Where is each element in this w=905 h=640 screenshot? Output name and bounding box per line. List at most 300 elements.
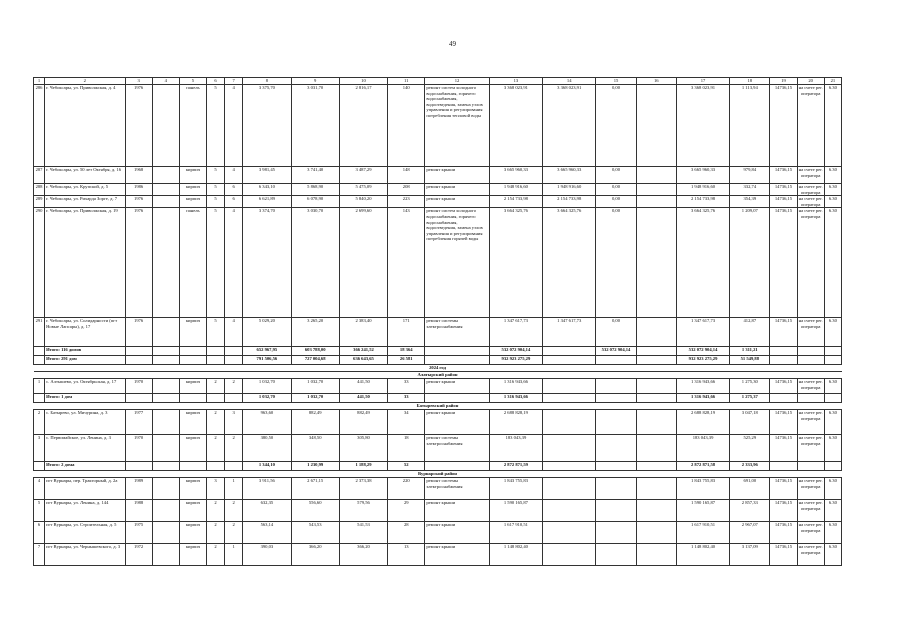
table-cell xyxy=(152,85,179,167)
table-cell: 963,60 xyxy=(243,410,291,435)
table-cell: 6.30 xyxy=(824,522,841,544)
table-cell: 2 872 871,59 xyxy=(489,462,542,471)
table-cell: 18 xyxy=(388,435,425,462)
table-cell xyxy=(543,347,596,356)
section-heading: Вурнарский район xyxy=(34,471,842,478)
section-heading: Батыревский район xyxy=(34,403,842,410)
table-cell: 305,80 xyxy=(339,435,387,462)
table-cell xyxy=(636,318,676,347)
table-row xyxy=(34,184,842,196)
table-cell: 5 xyxy=(207,196,225,208)
table-cell: 652 967,95 xyxy=(243,347,291,356)
table-cell: 3 047,18 xyxy=(730,410,770,435)
table-cell xyxy=(225,347,243,356)
table-row xyxy=(34,208,842,318)
table-cell xyxy=(125,462,152,471)
table-cell: 5 475,09 xyxy=(339,184,387,196)
table-cell: 366,20 xyxy=(291,544,339,566)
column-number-cell: 4 xyxy=(152,78,179,85)
table-cell xyxy=(596,410,636,435)
table-cell xyxy=(770,347,797,356)
table-cell: 5 xyxy=(207,208,225,318)
table-row xyxy=(34,435,842,462)
table-cell: 441,50 xyxy=(339,394,387,403)
table-cell xyxy=(152,522,179,544)
table-cell: 6 xyxy=(225,196,243,208)
table-cell: ремонт крыши xyxy=(425,379,489,394)
table-cell xyxy=(596,478,636,500)
column-number-cell: 15 xyxy=(596,78,636,85)
table-cell: 3 911,56 xyxy=(243,478,291,500)
table-cell xyxy=(152,167,179,184)
table-cell: 3 981,45 xyxy=(243,167,291,184)
table-cell xyxy=(824,462,841,471)
table-cell: ремонт крыши xyxy=(425,167,489,184)
table-cell: 5 xyxy=(207,167,225,184)
table-cell: кирпич xyxy=(179,522,206,544)
table-cell xyxy=(543,478,596,500)
table-cell: г. Чебоксары, ул. Солидарности (пгт Новые Лапсары), д. 17 xyxy=(45,318,125,347)
table-cell: 289 xyxy=(34,196,45,208)
table-cell xyxy=(596,379,636,394)
table-cell xyxy=(636,478,676,500)
column-number-cell: 1 xyxy=(34,78,45,85)
table-cell xyxy=(543,410,596,435)
table-cell: 3 xyxy=(207,478,225,500)
table-cell: кирпич xyxy=(179,478,206,500)
table-cell: 366 241,52 xyxy=(339,347,387,356)
table-cell: 1 xyxy=(225,478,243,500)
table-cell: 6.30 xyxy=(824,478,841,500)
table-cell: 632,35 xyxy=(243,500,291,522)
table-cell xyxy=(125,356,152,365)
table-cell xyxy=(152,196,179,208)
table-cell: 1975 xyxy=(125,522,152,544)
table-cell: 286 xyxy=(34,85,45,167)
table-cell: пгт Вурнары, ул. Строительная, д. 5 xyxy=(45,522,125,544)
table-cell: 3 xyxy=(34,435,45,462)
table-cell: 0,00 xyxy=(596,196,636,208)
table-cell: пгт Вурнары, ул. Ленина, д. 144 xyxy=(45,500,125,522)
table-cell: 2 872 871,58 xyxy=(676,462,729,471)
table-cell: 5 xyxy=(34,500,45,522)
table-cell: Итого: 291 дом xyxy=(45,356,125,365)
table-cell: 380,50 xyxy=(243,435,291,462)
table-cell xyxy=(636,435,676,462)
table-cell: 2 xyxy=(207,379,225,394)
table-cell: 3 368 023,91 xyxy=(489,85,542,167)
table-cell: кирпич xyxy=(179,500,206,522)
table-cell: 6 xyxy=(225,184,243,196)
table-cell: 1988 xyxy=(125,500,152,522)
table-cell: 2 xyxy=(207,435,225,462)
table-cell xyxy=(152,356,179,365)
table-cell: 4 xyxy=(34,478,45,500)
table-cell: 2 xyxy=(225,435,243,462)
table-cell: на счете рег. оператора xyxy=(797,379,824,394)
table-cell: 291 xyxy=(34,318,45,347)
table-cell xyxy=(636,208,676,318)
table-cell: 3 665 960,33 xyxy=(676,167,729,184)
table-cell: 14736,15 xyxy=(770,379,797,394)
table-cell: 29 xyxy=(388,500,425,522)
table-cell: 6.30 xyxy=(824,410,841,435)
table-cell: 1 275,37 xyxy=(730,394,770,403)
table-cell: на счете рег. оператора xyxy=(798,184,823,195)
table-cell xyxy=(824,347,841,356)
table-cell: 140 xyxy=(388,85,425,167)
table-cell: 332,74 xyxy=(730,184,770,196)
table-cell: 2 xyxy=(207,410,225,435)
table-cell: 33 xyxy=(388,379,425,394)
table-cell: 26 581 xyxy=(388,356,425,365)
table-cell xyxy=(770,394,797,403)
table-cell: 532 072 904,14 xyxy=(489,347,542,356)
table-cell xyxy=(636,500,676,522)
table-cell: 3 030,70 xyxy=(291,208,339,318)
table-cell xyxy=(152,184,179,196)
table-cell xyxy=(824,356,841,365)
table-cell xyxy=(636,410,676,435)
table-cell: ремонт систем холодного водоснабжения, горячего водоснабжения, водоотведения, замена узлов управления и регулирования потребления горячей воды xyxy=(425,208,489,318)
page-number: 49 xyxy=(449,40,456,48)
table-cell: 541,53 xyxy=(339,522,387,544)
table-cell xyxy=(543,435,596,462)
table-cell: 2 383,40 xyxy=(339,318,387,347)
table-cell: 288 xyxy=(34,184,45,196)
table-cell: 556,60 xyxy=(291,500,339,522)
column-number-cell: 12 xyxy=(425,78,489,85)
table-cell: 6.30 xyxy=(824,500,841,522)
table-cell xyxy=(596,462,636,471)
table-cell: 2 xyxy=(225,379,243,394)
table-cell: 1 275,30 xyxy=(730,379,770,394)
table-cell: 28 xyxy=(388,522,425,544)
table-cell: ремонт крыши xyxy=(425,500,489,522)
table-cell: кирпич xyxy=(179,379,206,394)
table-cell: 14736,15 xyxy=(770,500,797,522)
total-row xyxy=(34,394,842,403)
table-cell xyxy=(770,462,797,471)
table-cell: 3 374,70 xyxy=(243,208,291,318)
table-cell: 3 665 960,33 xyxy=(489,167,542,184)
table-cell: 14736,15 xyxy=(770,410,797,435)
table-cell: 1 230,99 xyxy=(291,462,339,471)
table-cell: 0,00 xyxy=(596,167,636,184)
table-cell: 2 967,07 xyxy=(730,522,770,544)
table-cell xyxy=(152,500,179,522)
table-cell xyxy=(425,462,489,471)
table-cell xyxy=(207,394,225,403)
column-number-cell: 17 xyxy=(676,78,729,85)
column-number-cell: 14 xyxy=(543,78,596,85)
table-cell xyxy=(179,356,206,365)
table-cell: 3 665 960,33 xyxy=(543,167,596,184)
table-cell: 1 316 943,66 xyxy=(676,394,729,403)
table-cell: ремонт системы электроснабжения xyxy=(425,435,489,462)
table-cell: 1 032,70 xyxy=(243,379,291,394)
table-cell: 6.30 xyxy=(824,196,841,208)
table-cell xyxy=(152,462,179,471)
table-cell: г. Чебоксары, ул. Приволжская, д. 4 xyxy=(45,85,125,167)
table-cell: 6 078,90 xyxy=(291,196,339,208)
table-cell: 52 xyxy=(388,462,425,471)
table-cell: ремонт крыши xyxy=(425,410,489,435)
table-cell: 1977 xyxy=(125,410,152,435)
table-cell xyxy=(152,318,179,347)
table-cell: Итого: 1 дом xyxy=(45,394,125,403)
table-cell: 0,00 xyxy=(596,85,636,167)
table-cell: 3 664 325,76 xyxy=(543,208,596,318)
table-cell xyxy=(636,522,676,544)
table-cell: 143 xyxy=(388,208,425,318)
total-row xyxy=(34,356,842,365)
table-cell: 3 368 023,91 xyxy=(543,85,596,167)
table-cell: 1976 xyxy=(125,208,152,318)
table-cell xyxy=(425,356,489,365)
table-cell xyxy=(34,356,45,365)
column-number-cell: 8 xyxy=(243,78,291,85)
table-cell: 6.30 xyxy=(824,167,841,184)
table-cell: на счете рег. оператора xyxy=(797,478,824,500)
table-cell: 2 333,96 xyxy=(730,462,770,471)
table-cell: 3 xyxy=(225,410,243,435)
table-cell: 1 316 943,66 xyxy=(489,394,542,403)
table-cell xyxy=(543,379,596,394)
table-cell: 3 375,70 xyxy=(243,85,291,167)
table-cell: 4 xyxy=(225,318,243,347)
table-cell: 220 xyxy=(388,478,425,500)
table-cell: пгт Вурнары, пер. Тракторный, д. 2а xyxy=(45,478,125,500)
table-cell: 14736,15 xyxy=(770,184,797,196)
table-cell: 6 621,89 xyxy=(243,196,291,208)
column-number-cell: 20 xyxy=(797,78,824,85)
table-cell: 1 617 910,51 xyxy=(489,522,542,544)
table-cell: 2 xyxy=(225,500,243,522)
table-cell xyxy=(152,394,179,403)
table-cell: 3 664 325,76 xyxy=(489,208,542,318)
table-cell: на счете рег. оператора xyxy=(797,318,824,347)
table-cell xyxy=(636,379,676,394)
table-cell: кирпич xyxy=(179,544,206,566)
table-cell xyxy=(636,167,676,184)
table-cell xyxy=(636,356,676,365)
table-cell xyxy=(596,435,636,462)
column-number-cell: 7 xyxy=(225,78,243,85)
table-cell: 34 xyxy=(388,410,425,435)
table-cell xyxy=(152,208,179,318)
table-cell: 14736,15 xyxy=(770,544,797,566)
table-cell xyxy=(596,522,636,544)
table-cell: 1 188,29 xyxy=(339,462,387,471)
table-cell: 2 671,15 xyxy=(291,478,339,500)
table-cell: 1 344,10 xyxy=(243,462,291,471)
table-cell: 1 032,70 xyxy=(291,394,339,403)
table-cell: 3 137,09 xyxy=(730,544,770,566)
table-cell: 1986 xyxy=(125,184,152,196)
table-cell: 1972 xyxy=(125,544,152,566)
table-cell xyxy=(179,394,206,403)
table-cell: 0,00 xyxy=(596,208,636,318)
table-cell: 1 590 165,87 xyxy=(676,500,729,522)
table-cell xyxy=(207,356,225,365)
table-cell: 14736,15 xyxy=(770,435,797,462)
table-cell xyxy=(636,347,676,356)
table-cell: 14736,15 xyxy=(770,85,797,167)
table-cell xyxy=(797,462,824,471)
table-cell: 2 688 828,19 xyxy=(676,410,729,435)
table-cell: 6 xyxy=(34,522,45,544)
table-cell xyxy=(543,522,596,544)
table-cell: 2 816,17 xyxy=(339,85,387,167)
table-cell: 2 857,33 xyxy=(730,500,770,522)
table-cell: 1976 xyxy=(125,196,152,208)
table-cell: 1 948 916,60 xyxy=(676,184,729,196)
table-cell: 1 347 617,73 xyxy=(543,318,596,347)
table-cell: 5 868,90 xyxy=(291,184,339,196)
column-number-header-row xyxy=(34,78,842,85)
table-cell: 1 617 910,51 xyxy=(676,522,729,544)
table-row xyxy=(34,522,842,544)
table-cell: с. Батырево, ул. Мичурина, д. 3 xyxy=(45,410,125,435)
table-cell: 691,00 xyxy=(730,478,770,500)
table-cell: 882,49 xyxy=(291,410,339,435)
table-cell xyxy=(152,478,179,500)
table-cell: 882,49 xyxy=(339,410,387,435)
table-cell xyxy=(636,196,676,208)
table-cell: 3 741,40 xyxy=(291,167,339,184)
table-cell xyxy=(543,462,596,471)
total-row xyxy=(34,462,842,471)
table-cell: 1 xyxy=(34,379,45,394)
table-cell xyxy=(797,347,824,356)
table-cell xyxy=(596,356,636,365)
table-cell: ремонт системы электроснабжения xyxy=(425,478,489,500)
table-cell: 1 032,70 xyxy=(291,379,339,394)
table-cell: 2 688 828,19 xyxy=(489,410,542,435)
table-cell: 6.30 xyxy=(824,544,841,566)
section-heading-row xyxy=(34,471,842,478)
table-cell: 932 923 275,29 xyxy=(676,356,729,365)
table-cell: 223 xyxy=(388,196,425,208)
table-cell: с. Алтышево, ул. Октябрьская, д. 17 xyxy=(45,379,125,394)
table-cell: с. Первомайское, ул. Ленина, д. 3 xyxy=(45,435,125,462)
table-cell: 2 154 733,98 xyxy=(489,196,542,208)
table-cell: 603 788,00 xyxy=(291,347,339,356)
table-cell: кирпич xyxy=(179,167,206,184)
column-number-cell: 3 xyxy=(125,78,152,85)
table-cell: 287 xyxy=(34,167,45,184)
table-cell: ремонт крыши xyxy=(425,196,489,208)
table-cell xyxy=(797,356,824,365)
table-cell: 1 xyxy=(225,544,243,566)
capital-repair-register-table xyxy=(33,77,842,566)
table-cell: 791 506,56 xyxy=(243,356,291,365)
table-row xyxy=(34,196,842,208)
table-cell: 6.30 xyxy=(824,85,841,167)
total-row xyxy=(34,347,842,356)
table-cell: 5 xyxy=(207,318,225,347)
table-cell xyxy=(152,435,179,462)
section-heading-row xyxy=(34,372,842,379)
table-cell: на счете рег. оператора xyxy=(797,410,824,435)
table-cell: 5 840,20 xyxy=(339,196,387,208)
table-cell: 7 xyxy=(34,544,45,566)
table-cell xyxy=(34,462,45,471)
table-cell xyxy=(543,356,596,365)
table-cell: 1 209,07 xyxy=(730,208,770,318)
table-cell: 1 948 916,60 xyxy=(543,184,596,196)
table-cell: 171 xyxy=(388,318,425,347)
table-cell: 354,39 xyxy=(730,196,770,208)
table-cell: 1 948 916,60 xyxy=(489,184,542,196)
table-cell xyxy=(179,347,206,356)
table-cell: 5 xyxy=(207,184,225,196)
column-number-cell: 18 xyxy=(730,78,770,85)
table-cell: ремонт крыши xyxy=(425,522,489,544)
table-cell: панель xyxy=(179,85,206,167)
table-row xyxy=(34,478,842,500)
table-cell: ремонт крыши xyxy=(425,544,489,566)
table-cell: ремонт систем холодного водоснабжения, горячего водоснабжения, водоотведения, замена узлов управления и регулирования потребления тепловой воды xyxy=(425,85,489,167)
table-cell: 348,50 xyxy=(291,435,339,462)
table-cell xyxy=(636,462,676,471)
table-cell: 6.30 xyxy=(824,184,841,196)
table-cell: 2 154 733,98 xyxy=(676,196,729,208)
table-cell: ремонт системы электроснабжения xyxy=(425,318,489,347)
table-cell: 563,14 xyxy=(243,522,291,544)
table-cell: 6 343,10 xyxy=(243,184,291,196)
table-cell: 1 316 943,66 xyxy=(489,379,542,394)
table-row xyxy=(34,544,842,566)
table-cell: 1 311,21 xyxy=(730,347,770,356)
table-cell: г. Чебоксары, ул. Приволжская, д. 19 xyxy=(45,208,125,318)
table-cell: 636 643,65 xyxy=(339,356,387,365)
table-cell: 579,56 xyxy=(339,500,387,522)
table-cell: 6.30 xyxy=(824,379,841,394)
table-cell: г. Чебоксары, ул. Крупской, д. 5 xyxy=(45,184,125,196)
table-cell: 4 xyxy=(225,167,243,184)
table-cell: кирпич xyxy=(179,184,206,196)
table-cell: Итого: 2 дома xyxy=(45,462,125,471)
table-cell: 1 347 617,73 xyxy=(676,318,729,347)
table-cell xyxy=(425,347,489,356)
table-cell: 441,50 xyxy=(339,379,387,394)
table-cell: 2 154 733,98 xyxy=(543,196,596,208)
table-cell: 6.30 xyxy=(824,435,841,462)
table-cell xyxy=(543,500,596,522)
table-cell: 1968 xyxy=(125,167,152,184)
table-cell xyxy=(636,394,676,403)
table-cell: 51 549,88 xyxy=(730,356,770,365)
table-cell: 1 316 943,66 xyxy=(676,379,729,394)
table-cell: Итого: 116 домов xyxy=(45,347,125,356)
column-number-cell: 13 xyxy=(489,78,542,85)
column-number-cell: 11 xyxy=(388,78,425,85)
table-row xyxy=(34,85,842,167)
table-row xyxy=(34,500,842,522)
column-number-cell: 9 xyxy=(291,78,339,85)
table-cell: 14736,15 xyxy=(770,167,797,184)
section-heading: 2024 год xyxy=(34,365,842,372)
table-cell: 1 347 617,73 xyxy=(489,318,542,347)
table-cell: 1 590 165,87 xyxy=(489,500,542,522)
table-cell: 183 043,39 xyxy=(676,435,729,462)
table-cell: 1970 xyxy=(125,435,152,462)
table-row xyxy=(34,410,842,435)
table-cell xyxy=(152,379,179,394)
table-cell: 3 368 023,91 xyxy=(676,85,729,167)
